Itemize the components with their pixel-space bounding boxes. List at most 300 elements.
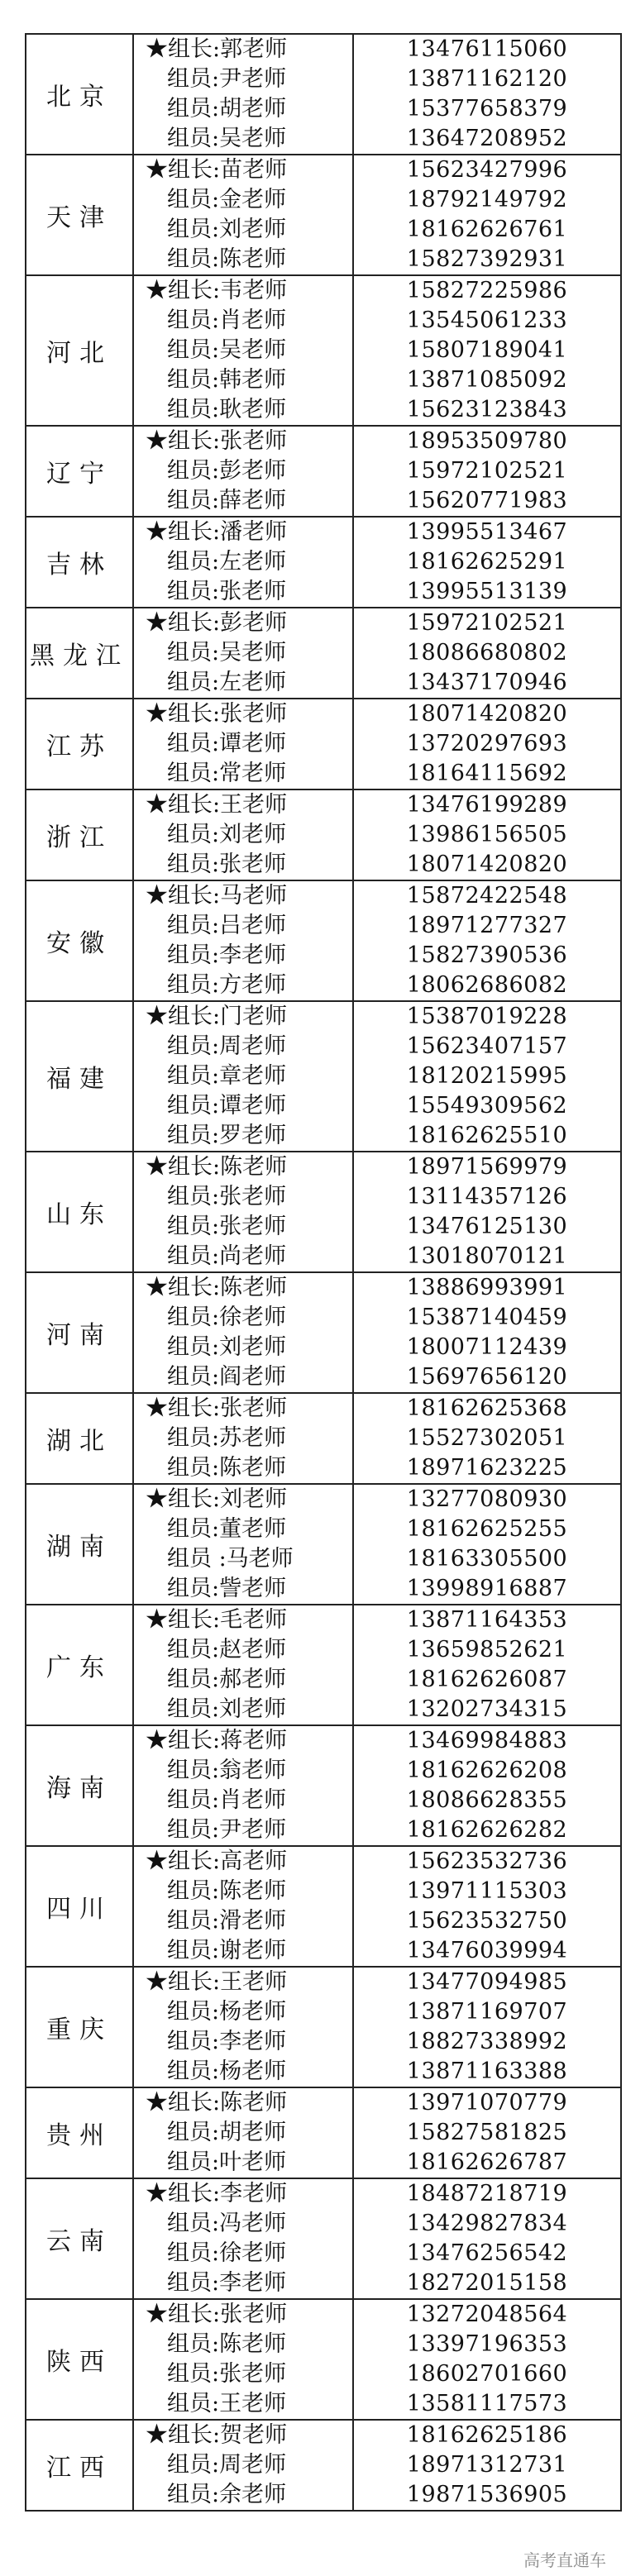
- teacher-name: 韦老师: [220, 278, 288, 303]
- teacher-name: 李老师: [219, 2029, 287, 2054]
- member-role-label: 组员:: [167, 1516, 220, 1542]
- member-role-label: 组员:: [167, 761, 220, 786]
- phone-numbers-cell: [353, 1484, 621, 1605]
- province-name: 河北: [26, 275, 133, 426]
- province-name: 贵州: [26, 2087, 133, 2178]
- member-role-label: 组员:: [167, 2482, 220, 2507]
- phone-number: 18164115692: [406, 761, 568, 786]
- group-leader-entry: [146, 608, 352, 638]
- teacher-name: 谭老师: [219, 1093, 287, 1119]
- phone-number: 13886993991: [406, 1275, 568, 1300]
- member-role-label: 组员:: [167, 2120, 220, 2145]
- province-row: [26, 1605, 621, 1725]
- teacher-name: 陈老师: [219, 1878, 287, 1904]
- phone-number: 15972102521: [406, 610, 568, 636]
- teacher-name: 张老师: [219, 2361, 287, 2387]
- member-role-label: 组员:: [167, 1787, 220, 1813]
- group-member-entry: [146, 1362, 352, 1392]
- leader-role-label: ★组长:: [146, 883, 221, 909]
- member-role-label: 组员:: [167, 1908, 220, 1934]
- phone-numbers-cell: [353, 2087, 621, 2178]
- phone-number: 15549309562: [406, 1093, 568, 1119]
- group-member-entry: [146, 456, 352, 486]
- province-name: 陕西: [26, 2299, 133, 2420]
- phone-number: 13720297693: [406, 731, 568, 756]
- teacher-name: 常老师: [219, 761, 287, 786]
- leader-role-label: ★组长:: [146, 2422, 221, 2448]
- group-member-entry: [146, 1032, 352, 1061]
- member-role-label: 组员:: [167, 1093, 220, 1119]
- phone-number: 18162626282: [406, 1817, 568, 1843]
- member-role-label: 组员:: [167, 2149, 220, 2175]
- member-role-label: 组员:: [167, 66, 220, 92]
- phone-number: 15972102521: [406, 458, 568, 484]
- member-role-label: 组员:: [167, 972, 220, 998]
- province-row: [26, 2087, 621, 2178]
- leader-role-label: ★组长:: [146, 1154, 221, 1180]
- member-role-label: 组员:: [167, 217, 220, 242]
- phone-number: 15872422548: [406, 883, 568, 909]
- member-role-label: 组员:: [167, 1637, 220, 1662]
- teacher-names-cell: [133, 2420, 353, 2511]
- member-role-label: 组员:: [167, 1033, 220, 1059]
- teacher-name: 左老师: [219, 670, 287, 695]
- teacher-name: 张老师: [220, 1395, 288, 1421]
- member-role-label: 组员:: [167, 1305, 220, 1330]
- teacher-name: 余老师: [219, 2482, 287, 2507]
- phone-numbers-cell: [353, 789, 621, 880]
- phone-number: 18086628355: [406, 1787, 568, 1813]
- member-role-label: 组员:: [167, 640, 220, 665]
- member-role-label: 组员:: [167, 1364, 220, 1390]
- phone-number: 15827392931: [406, 246, 568, 272]
- member-role-label: 组员:: [167, 187, 220, 212]
- teacher-names-cell: [133, 608, 353, 699]
- province-row: [26, 1393, 621, 1484]
- teacher-name: 潘老师: [220, 519, 288, 545]
- phone-number: 13477094985: [406, 1969, 568, 1995]
- group-member-entry: [146, 2330, 352, 2359]
- phone-number: 15623407157: [406, 1033, 568, 1059]
- teacher-name: 彭老师: [219, 458, 287, 484]
- phone-number: 15807189041: [406, 337, 568, 363]
- phone-number: 18162625186: [406, 2422, 568, 2448]
- teacher-name: 肖老师: [219, 308, 287, 333]
- group-member-entry: [146, 941, 352, 971]
- member-role-label: 组员:: [167, 1817, 220, 1843]
- leader-role-label: ★组长:: [146, 1004, 221, 1029]
- phone-numbers-cell: [353, 155, 621, 275]
- group-member-entry: [146, 1756, 352, 1786]
- member-role-label: 组员:: [167, 126, 220, 151]
- group-member-entry: [146, 64, 352, 94]
- teacher-name: 张老师: [220, 428, 288, 454]
- member-role-label: 组员:: [167, 96, 220, 122]
- teacher-names-cell: [133, 517, 353, 608]
- group-member-entry: [146, 1997, 352, 2027]
- member-role-label: 组员:: [167, 1696, 220, 1722]
- member-role-label: 组员:: [167, 942, 220, 968]
- province-name: 吉林: [26, 517, 133, 608]
- province-row: [26, 789, 621, 880]
- teacher-name: 阎老师: [219, 1364, 287, 1390]
- group-leader-entry: [146, 1394, 352, 1424]
- teacher-name: 周老师: [219, 2452, 287, 2478]
- phone-number: 18120215995: [406, 1063, 568, 1089]
- phone-number: 18971569979: [406, 1154, 568, 1180]
- teacher-names-cell: [133, 699, 353, 789]
- phone-numbers-cell: [353, 699, 621, 789]
- province-name: 湖南: [26, 1484, 133, 1605]
- teacher-name: 胡老师: [219, 2120, 287, 2145]
- phone-number: 18162625291: [406, 549, 568, 575]
- group-member-entry: [146, 1061, 352, 1091]
- teacher-name: 吴老师: [219, 337, 287, 363]
- member-role-label: 组员:: [167, 913, 220, 938]
- member-role-label: 组员:: [167, 2361, 220, 2387]
- member-role-label: 组员:: [167, 1123, 220, 1148]
- group-member-entry: [146, 215, 352, 245]
- phone-number: 13202734315: [406, 1696, 568, 1722]
- phone-number: 13277080930: [406, 1486, 568, 1512]
- phone-numbers-cell: [353, 880, 621, 1001]
- group-member-entry: [146, 1635, 352, 1665]
- roster-sheet: [25, 33, 605, 2512]
- teacher-name: 门老师: [220, 1004, 288, 1029]
- group-member-entry: [146, 1515, 352, 1544]
- leader-role-label: ★组长:: [146, 701, 221, 727]
- teacher-names-cell: [133, 2299, 353, 2420]
- teacher-name: 刘老师: [219, 1696, 287, 1722]
- phone-number: 18163305500: [406, 1546, 568, 1572]
- province-name: 浙江: [26, 789, 133, 880]
- group-leader-entry: [146, 699, 352, 729]
- phone-number: 13476115060: [406, 36, 568, 62]
- phone-number: 13272048564: [406, 2302, 568, 2327]
- group-member-entry: [146, 1815, 352, 1845]
- group-member-entry: [146, 547, 352, 577]
- group-member-entry: [146, 1906, 352, 1936]
- group-member-entry: [146, 2209, 352, 2239]
- group-leader-entry: [146, 276, 352, 306]
- group-member-entry: [146, 2239, 352, 2268]
- group-member-entry: [146, 1091, 352, 1121]
- group-member-entry: [146, 1544, 352, 1574]
- group-leader-entry: [146, 1002, 352, 1032]
- province-roster-table: [25, 33, 622, 2512]
- province-row: [26, 1484, 621, 1605]
- group-leader-entry: [146, 155, 352, 185]
- teacher-name: 罗老师: [219, 1123, 287, 1148]
- province-name: 山东: [26, 1152, 133, 1272]
- phone-number: 18071420820: [406, 701, 568, 727]
- teacher-name: 徐老师: [219, 2240, 287, 2266]
- province-row: [26, 1846, 621, 1967]
- phone-number: 13429827834: [406, 2211, 568, 2236]
- group-member-entry: [146, 336, 352, 365]
- phone-number: 18827338992: [406, 2029, 568, 2054]
- group-member-entry: [146, 1665, 352, 1695]
- province-name: 福建: [26, 1001, 133, 1152]
- member-role-label: 组员:: [167, 549, 220, 575]
- watermark: 高考直通车: [523, 2550, 606, 2570]
- group-member-entry: [146, 2268, 352, 2298]
- phone-numbers-cell: [353, 34, 621, 155]
- phone-number: 13871162120: [406, 66, 568, 92]
- member-role-label: 组员:: [167, 670, 220, 695]
- phone-number: 13871163388: [406, 2058, 568, 2084]
- teacher-name: 张老师: [220, 701, 288, 727]
- province-name: 河南: [26, 1272, 133, 1393]
- group-member-entry: [146, 1786, 352, 1815]
- group-member-entry: [146, 1333, 352, 1362]
- member-role-label: 组员:: [167, 337, 220, 363]
- phone-numbers-cell: [353, 2299, 621, 2420]
- phone-number: 18487218719: [406, 2181, 568, 2206]
- teacher-name: 张老师: [219, 1184, 287, 1209]
- phone-numbers-cell: [353, 1272, 621, 1393]
- teacher-name: 贺老师: [220, 2422, 288, 2448]
- teacher-names-cell: [133, 2178, 353, 2299]
- province-row: [26, 2178, 621, 2299]
- group-member-entry: [146, 245, 352, 274]
- phone-number: 15623532750: [406, 1908, 568, 1934]
- phone-number: 13581117573: [406, 2391, 568, 2416]
- teacher-name: 郭老师: [220, 36, 288, 62]
- province-row: [26, 608, 621, 699]
- phone-number: 18162626761: [406, 217, 568, 242]
- group-member-entry: [146, 2027, 352, 2057]
- teacher-name: 马老师: [226, 1546, 294, 1572]
- phone-number: 18162626087: [406, 1667, 568, 1692]
- group-leader-entry: [146, 1847, 352, 1877]
- province-name: 天津: [26, 155, 133, 275]
- teacher-names-cell: [133, 2087, 353, 2178]
- teacher-name: 滑老师: [219, 1908, 287, 1934]
- leader-role-label: ★组长:: [146, 1849, 221, 1874]
- group-leader-entry: [146, 2300, 352, 2330]
- phone-number: 18062686082: [406, 972, 568, 998]
- leader-role-label: ★组长:: [146, 519, 221, 545]
- teacher-name: 张老师: [219, 852, 287, 877]
- teacher-name: 陈老师: [220, 1275, 288, 1300]
- phone-numbers-cell: [353, 517, 621, 608]
- phone-number: 18162626208: [406, 1758, 568, 1783]
- member-role-label: 组员:: [167, 246, 220, 272]
- province-name: 四川: [26, 1846, 133, 1967]
- teacher-name: 毛老师: [220, 1607, 288, 1633]
- group-member-entry: [146, 306, 352, 336]
- teacher-name: 吴老师: [219, 126, 287, 151]
- teacher-name: 韩老师: [219, 367, 287, 393]
- group-member-entry: [146, 1242, 352, 1271]
- group-member-entry: [146, 1574, 352, 1604]
- teacher-name: 高老师: [220, 1849, 288, 1874]
- phone-number: 18162625510: [406, 1123, 568, 1148]
- province-name: 江西: [26, 2420, 133, 2511]
- teacher-names-cell: [133, 880, 353, 1001]
- phone-number: 13871085092: [406, 367, 568, 393]
- province-row: [26, 34, 621, 155]
- phone-numbers-cell: [353, 2420, 621, 2511]
- phone-numbers-cell: [353, 1152, 621, 1272]
- group-member-entry: [146, 486, 352, 516]
- phone-number: 13647208952: [406, 126, 568, 151]
- phone-number: 13995513467: [406, 519, 568, 545]
- member-role-label: 组员:: [167, 1576, 220, 1601]
- province-name: 广东: [26, 1605, 133, 1725]
- phone-numbers-cell: [353, 1967, 621, 2087]
- leader-role-label: ★组长:: [146, 792, 221, 818]
- phone-number: 18162626787: [406, 2149, 568, 2175]
- group-member-entry: [146, 94, 352, 124]
- member-role-label: 组员:: [167, 2029, 220, 2054]
- teacher-name: 郝老师: [219, 1667, 287, 1692]
- province-name: 黑龙江: [26, 608, 133, 699]
- leader-role-label: ★组长:: [146, 428, 221, 454]
- teacher-name: 左老师: [219, 549, 287, 575]
- teacher-names-cell: [133, 789, 353, 880]
- leader-role-label: ★组长:: [146, 1395, 221, 1421]
- leader-role-label: ★组长:: [146, 1607, 221, 1633]
- group-leader-entry: [146, 1152, 352, 1182]
- teacher-name: 马老师: [220, 883, 288, 909]
- phone-number: 18971312731: [406, 2452, 568, 2478]
- group-member-entry: [146, 2450, 352, 2480]
- phone-number: 15697656120: [406, 1364, 568, 1390]
- phone-number: 13469984883: [406, 1728, 568, 1753]
- group-member-entry: [146, 577, 352, 607]
- member-role-label: 组员:: [167, 2270, 220, 2296]
- province-name: 重庆: [26, 1967, 133, 2087]
- member-role-label: 组员:: [167, 1667, 220, 1692]
- teacher-names-cell: [133, 34, 353, 155]
- phone-number: 13986156505: [406, 822, 568, 847]
- teacher-name: 赵老师: [219, 1637, 287, 1662]
- teacher-names-cell: [133, 1967, 353, 2087]
- group-member-entry: [146, 2389, 352, 2419]
- member-role-label: 组员:: [167, 308, 220, 333]
- member-role-label: 组员:: [167, 2058, 220, 2084]
- phone-number: 18602701660: [406, 2361, 568, 2387]
- teacher-name: 王老师: [219, 2391, 287, 2416]
- group-member-entry: [146, 1453, 352, 1483]
- group-member-entry: [146, 2359, 352, 2389]
- teacher-name: 杨老师: [219, 2058, 287, 2084]
- member-role-label: 组员:: [167, 458, 220, 484]
- group-member-entry: [146, 365, 352, 395]
- teacher-name: 谭老师: [219, 731, 287, 756]
- group-member-entry: [146, 638, 352, 668]
- member-role-label: 组员:: [167, 2452, 220, 2478]
- teacher-names-cell: [133, 1152, 353, 1272]
- leader-role-label: ★组长:: [146, 157, 221, 183]
- group-member-entry: [146, 668, 352, 698]
- group-member-entry: [146, 1877, 352, 1906]
- member-role-label: 组员:: [167, 1455, 220, 1481]
- teacher-names-cell: [133, 155, 353, 275]
- phone-number: 18162625255: [406, 1516, 568, 1542]
- group-member-entry: [146, 395, 352, 425]
- phone-number: 15620771983: [406, 488, 568, 513]
- phone-number: 15827581825: [406, 2120, 568, 2145]
- group-member-entry: [146, 850, 352, 880]
- province-row: [26, 1001, 621, 1152]
- leader-role-label: ★组长:: [146, 278, 221, 303]
- phone-numbers-cell: [353, 1001, 621, 1152]
- teacher-name: 苏老师: [219, 1425, 287, 1451]
- phone-number: 18953509780: [406, 428, 568, 454]
- teacher-name: 张老师: [220, 2302, 288, 2327]
- province-row: [26, 1967, 621, 2087]
- phone-number: 15623427996: [406, 157, 568, 183]
- teacher-name: 胡老师: [219, 96, 287, 122]
- group-member-entry: [146, 1212, 352, 1242]
- teacher-name: 尹老师: [219, 66, 287, 92]
- teacher-name: 陈老师: [219, 2331, 287, 2357]
- teacher-name: 李老师: [219, 2270, 287, 2296]
- phone-numbers-cell: [353, 2178, 621, 2299]
- teacher-names-cell: [133, 1393, 353, 1484]
- member-role-label: 组员:: [167, 488, 220, 513]
- phone-number: 18971623225: [406, 1455, 568, 1481]
- phone-number: 13437170946: [406, 670, 568, 695]
- leader-role-label: ★组长:: [146, 2090, 221, 2116]
- teacher-name: 刘老师: [219, 822, 287, 847]
- phone-number: 15527302051: [406, 1425, 568, 1451]
- leader-role-label: ★组长:: [146, 36, 221, 62]
- group-member-entry: [146, 971, 352, 1000]
- province-row: [26, 1272, 621, 1393]
- teacher-name: 徐老师: [219, 1305, 287, 1330]
- province-name: 海南: [26, 1725, 133, 1846]
- phone-number: 15827390536: [406, 942, 568, 968]
- phone-number: 18086680802: [406, 640, 568, 665]
- teacher-name: 谢老师: [219, 1938, 287, 1963]
- group-member-entry: [146, 1424, 352, 1453]
- province-row: [26, 1152, 621, 1272]
- phone-number: 13659852621: [406, 1637, 568, 1662]
- phone-number: 13871164353: [406, 1607, 568, 1633]
- teacher-name: 吕老师: [219, 913, 287, 938]
- group-leader-entry: [146, 1273, 352, 1303]
- member-role-label: 组员 :: [167, 1546, 227, 1572]
- teacher-name: 张老师: [219, 1214, 287, 1239]
- phone-number: 13971115303: [406, 1878, 568, 1904]
- phone-number: 15623532736: [406, 1849, 568, 1874]
- province-row: [26, 880, 621, 1001]
- member-role-label: 组员:: [167, 2240, 220, 2266]
- member-role-label: 组员:: [167, 1425, 220, 1451]
- province-name: 湖北: [26, 1393, 133, 1484]
- group-leader-entry: [146, 790, 352, 820]
- teacher-name: 周老师: [219, 1033, 287, 1059]
- phone-number: 18071420820: [406, 852, 568, 877]
- phone-number: 13476199289: [406, 792, 568, 818]
- member-role-label: 组员:: [167, 852, 220, 877]
- group-member-entry: [146, 2148, 352, 2178]
- teacher-name: 李老师: [220, 2181, 288, 2206]
- leader-role-label: ★组长:: [146, 1969, 221, 1995]
- phone-number: 18007112439: [406, 1334, 568, 1360]
- member-role-label: 组员:: [167, 1938, 220, 1963]
- group-member-entry: [146, 124, 352, 154]
- member-role-label: 组员:: [167, 2391, 220, 2416]
- group-member-entry: [146, 1936, 352, 1966]
- member-role-label: 组员:: [167, 397, 220, 422]
- member-role-label: 组员:: [167, 1214, 220, 1239]
- phone-number: 15377658379: [406, 96, 568, 122]
